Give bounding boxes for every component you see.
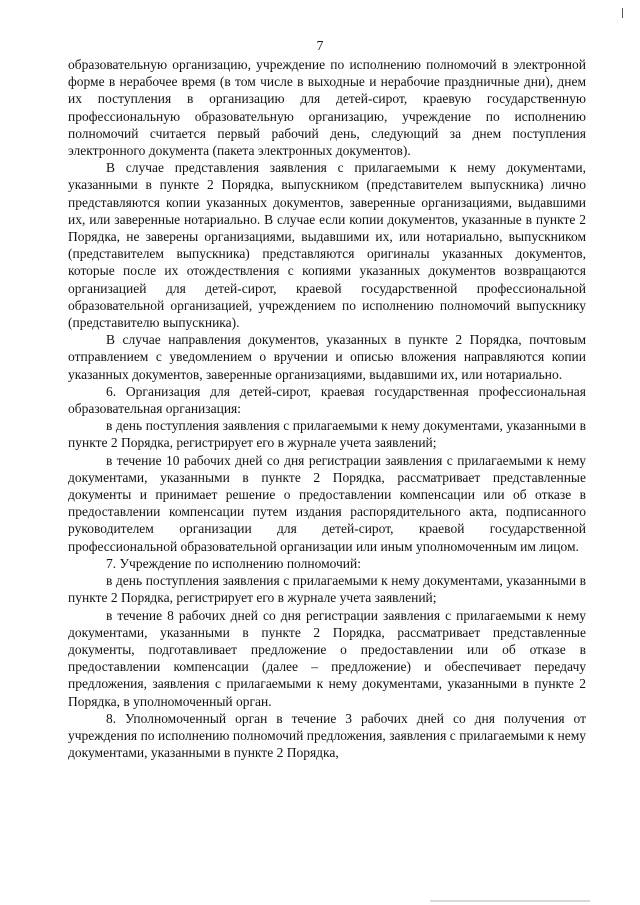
paragraph-4: 6. Организация для детей-сирот, краевая государственная профессиональная образовательная организация:	[68, 383, 586, 417]
paragraph-10: 8. Уполномоченный орган в течение 3 рабочих дней со дня получения от учреждения по исполнению полномочий предложения, заявления с прилагаемыми к нему документами, указанными в пункте 2 Порядка,	[68, 710, 586, 761]
paragraph-6: в течение 10 рабочих дней со дня регистрации заявления с прилагаемыми к нему документами, указанными в пункте 2 Порядка, рассматривает представленные документы и принимает решение о предоставлении компенсации или об отказе в предоставлении компенсации путем издания распорядительного акта, подписанного руководителем организации для детей-сирот, краевой государственной профессиональной образовательной организации или иным уполномоченным им лицом.	[68, 452, 586, 554]
paragraph-5: в день поступления заявления с прилагаемыми к нему документами, указанными в пункте 2 Порядка, регистрирует его в журнале учета заявлений;	[68, 418, 586, 451]
paragraph-2: В случае представления заявления с прилагаемыми к нему документами, указанными в пункте 2 Порядка, выпускником (представителем выпускника) лично представляются копии указанных документов, заверенные организациями, выдавшими их, или заверенные нотариально. В случае если копии документов, указанные в пункте 2 Порядка, не заверены организациями, выдавшими их, или нотариально, выпускником (представителем выпускника) представляются оригиналы указанных документов, которые после их отождествления с копиями указанных документов возвращаются организацией для детей-сирот, краевой государственной профессиональной образовательной организацией, учреждением по исполнению полномочий выпускнику (представителю выпускника).	[68, 160, 586, 331]
paragraph-9: в течение 8 рабочих дней со дня регистрации заявления с прилагаемыми к нему документами, указанными в пункте 2 Порядка, рассматривает представленные документы, подготавливает предложение о предоставлении или об отказе в предоставлении компенсации (далее – предложение) и обеспечивает передачу предложения, заявления с прилагаемыми к нему документами, указанными в пункте 2 Порядка, в уполномоченный орган.	[68, 607, 586, 709]
paragraph-1: образовательную организацию, учреждение по исполнению полномочий в электронной форме в нерабочее время (в том числе в выходные и нерабочие праздничные дни), днем их поступления в организацию для детей-сирот, краевую государственную профессиональную образовательную организацию, учреждение по исполнению полномочий считается первый рабочий день, следующий за днем поступления электронного документа (пакета электронных документов).	[68, 57, 586, 159]
paragraph-7: 7. Учреждение по исполнению полномочий:	[106, 555, 362, 571]
document-body	[68, 56, 586, 761]
page-number: 7	[316, 38, 324, 53]
paragraph-3: В случае направления документов, указанных в пункте 2 Порядка, почтовым отправлением с уведомлением о вручении и описью вложения направляются копии указанных документов, заверенные организациями, выдавшими их, или нотариально.	[68, 332, 586, 382]
scan-mark	[622, 8, 623, 18]
paragraph-8: в день поступления заявления с прилагаемыми к нему документами, указанными в пункте 2 Порядка, регистрирует его в журнале учета заявлений;	[68, 573, 586, 606]
scan-edge-mark	[430, 900, 590, 902]
